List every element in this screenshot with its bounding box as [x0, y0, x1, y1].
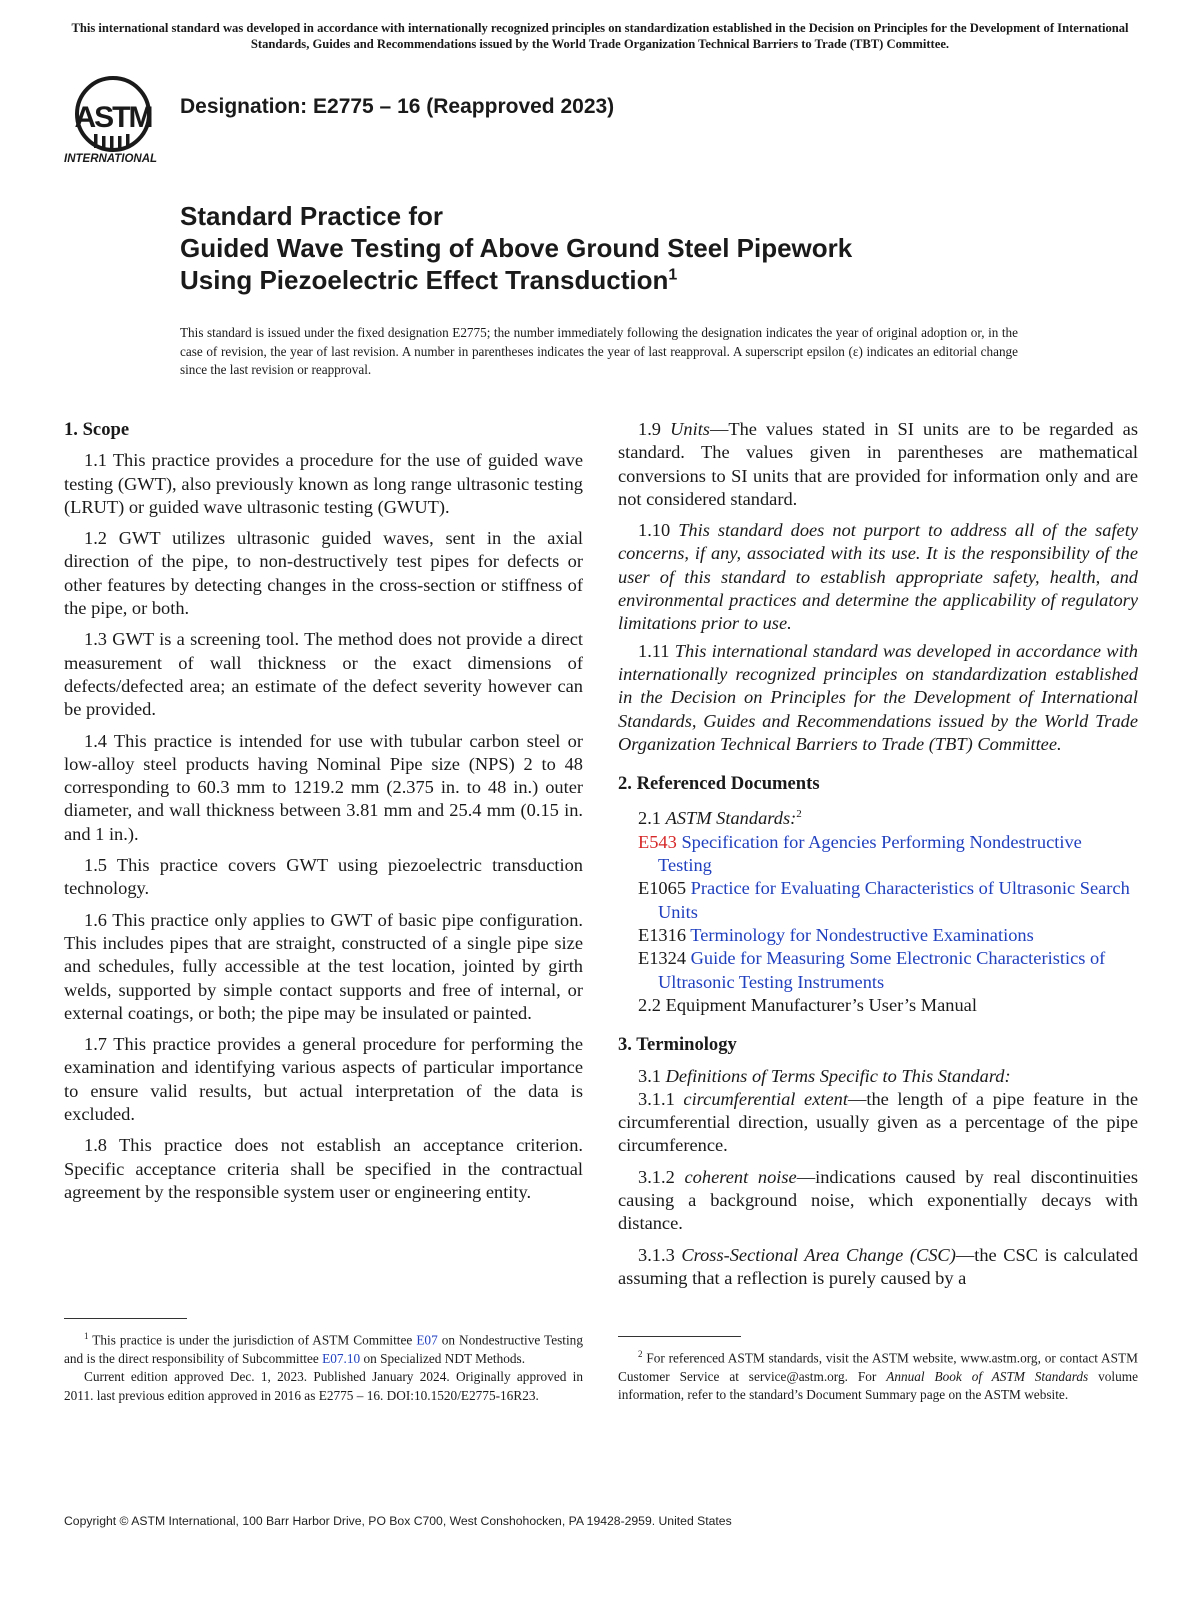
footnote-1-edition: Current edition approved Dec. 1, 2023. Published January 2024. Originally approved in 2011. last previous edition approved in 2016 as E2775 – 16. DOI:10.1520/E2775-16R23. — [64, 1369, 583, 1403]
reference-e543[interactable]: E543 Specification for Agencies Performing Nondestructive Testing — [638, 831, 1082, 876]
section-3-heading: 3. Terminology — [618, 1034, 737, 1056]
copyright-notice: Copyright © ASTM International, 100 Barr Harbor Drive, PO Box C700, West Conshohocken, PA 19428-2959. United States — [64, 1514, 732, 1528]
designation: Designation: E2775 – 16 (Reapproved 2023) — [180, 95, 615, 118]
paragraph-2-1: 2.1 ASTM Standards:$^2$ — [638, 808, 802, 829]
paragraph-1-5: 1.5 This practice covers GWT using piezoelectric transduction technology. — [64, 855, 583, 899]
footnote-2: $^2$ For referenced ASTM standards, visit the ASTM website, www.astm.org, or contact ASTM Customer Service at service@astm.org. For Annual Book of ASTM Standards volume information, refer to the standard’s Document Summary page on the ASTM website. — [618, 1349, 1139, 1403]
issuance-note: This standard is issued under the fixed designation E2775; the number immediately following the designation indicates the year of original adoption or, in the case of revision, the year of last revision. A number in parentheses indicates the year of last reapproval. A superscript epsilon (ε) indicates an editorial change since the last revision or reapproval. — [180, 325, 1018, 377]
document-title — [180, 200, 852, 296]
title-line-2: Guided Wave Testing of Above Ground Steel Pipework — [180, 233, 853, 263]
paragraph-1-8: 1.8 This practice does not establish an acceptance criterion. Specific acceptance criteria shall be specified in the contractual agreement by the responsible system user or engineering entity. — [64, 1135, 583, 1202]
title-footnote-mark: 1 — [668, 266, 678, 284]
paragraph-3-1: 3.1 Definitions of Terms Specific to This Standard: — [638, 1065, 1011, 1086]
paragraph-1-11: 1.11 This international standard was developed in accordance with internationally recognized principles on standardization established in the Decision on Principles for the Development of International Standards, Guides and Recommendations issued by the World Trade Organization Technical Barriers to Trade (TBT) Committee. — [618, 640, 1138, 754]
title-line-1: Standard Practice for — [180, 201, 443, 231]
svg-text:INTERNATIONAL: INTERNATIONAL — [64, 153, 158, 165]
paragraph-1-6: 1.6 This practice only applies to GWT of basic pipe configuration. This includes pipes that are straight, constructed of a single pipe size and schedules, fully accessible at the test location, jointed by girth welds, supported by simple contact supports and free of internal, or external coatings, or both; the pipe may be insulated or painted. — [64, 909, 583, 1023]
footnote-rule-right — [618, 1336, 741, 1337]
paragraph-3-1-1: 3.1.1 circumferential extent—the length of a pipe feature in the circumferential direction, usually given as a percentage of the pipe circumference. — [618, 1088, 1139, 1156]
section-1-heading: 1. Scope — [64, 419, 130, 440]
committee-e07-link[interactable]: E07 — [416, 1332, 438, 1348]
paragraph-1-1: 1.1 This practice provides a procedure for the use of guided wave testing (GWT), also previously known as long range ultrasonic testing (LRUT) or guided wave ultrasonic testing (GWUT). — [64, 450, 583, 517]
svg-text:ASTM: ASTM — [74, 101, 152, 134]
footnote-rule-left — [64, 1318, 187, 1319]
paragraph-1-7: 1.7 This practice provides a general procedure for performing the examination and identifying various aspects of particular importance to ensure valid results, but actual interpretation of the data is excluded. — [64, 1034, 583, 1125]
paragraph-3-1-3: 3.1.3 Cross-Sectional Area Change (CSC)—the CSC is calculated assuming that a reflection is purely caused by a — [618, 1244, 1138, 1288]
left-column — [64, 418, 583, 1204]
paragraph-1-10: 1.10 This standard does not purport to address all of the safety concerns, if any, associated with its use. It is the responsibility of the user of this standard to establish appropriate safety, health, and environmental practices and determine the applicability of regulatory limitations prior to use. — [618, 520, 1138, 634]
paragraph-1-4: 1.4 This practice is intended for use with tubular carbon steel or low-alloy steel products having Nominal Pipe size (NPS) 2 to 48 corresponding to 60.3 mm to 1219.2 mm (2.375 in. to 48 in.) outer diameter, and wall thickness between 3.81 mm and 25.4 mm (0.15 in. and 1 in.). — [64, 730, 583, 844]
paragraph-1-9: 1.9 Units—The values stated in SI units are to be regarded as standard. The values given in parentheses are mathematical conversions to SI units that are provided for information only and are not considered standard. — [618, 419, 1138, 509]
section-2-heading: 2. Referenced Documents — [618, 773, 820, 795]
paragraph-1-2: 1.2 GWT utilizes ultrasonic guided waves, sent in the axial direction of the pipe, to non-destructively test pipes for defects or other features by detecting changes in the cross-section or stiffness of the pipe, or both. — [64, 528, 583, 619]
paragraph-3-1-2: 3.1.2 coherent noise—indications caused by real discontinuities causing a background noise, which exponentially decays with distance. — [618, 1166, 1138, 1234]
astm-logo — [64, 72, 166, 168]
paragraph-1-3: 1.3 GWT is a screening tool. The method does not provide a direct measurement of wall thickness or the exact dimensions of defects/defected area; an estimate of the defect severity however can be provided. — [64, 629, 583, 720]
reference-e1065[interactable]: E1065 Practice for Evaluating Characteristics of Ultrasonic Search Units — [638, 878, 1130, 922]
reference-e1324[interactable]: E1324 Guide for Measuring Some Electronic Characteristics of Ultrasonic Testing Instruments — [638, 948, 1106, 992]
reference-e1316[interactable]: E1316 Terminology for Nondestructive Examinations — [638, 925, 1034, 946]
paragraph-2-2: 2.2 Equipment Manufacturer’s User’s Manual — [638, 994, 977, 1015]
footnote-1: $^1$ This practice is under the jurisdiction of ASTM Committee E07 on Nondestructive Testing and is the direct responsibility of Subcommittee E07.10 on Specialized NDT Methods. Current edition approved Dec. 1, 2023. Published January 2024. Originally approved in 2011. last previous edition approved in 2016 as E2775 – 16. DOI:10.1520/E2775-16R23. — [64, 1327, 583, 1405]
subcommittee-e07-10-link[interactable]: E07.10 — [322, 1350, 361, 1366]
right-column — [618, 418, 1138, 1290]
top-notice: This international standard was developed in accordance with internationally recognized principles on standardization established in the Decision on Principles for the Development of International Standards, Guides and Recommendations issued by the World Trade Organization Technical Barriers to Trade (TBT) Committee. — [71, 21, 1129, 51]
title-line-3: Using Piezoelectric Effect Transduction — [180, 265, 669, 295]
